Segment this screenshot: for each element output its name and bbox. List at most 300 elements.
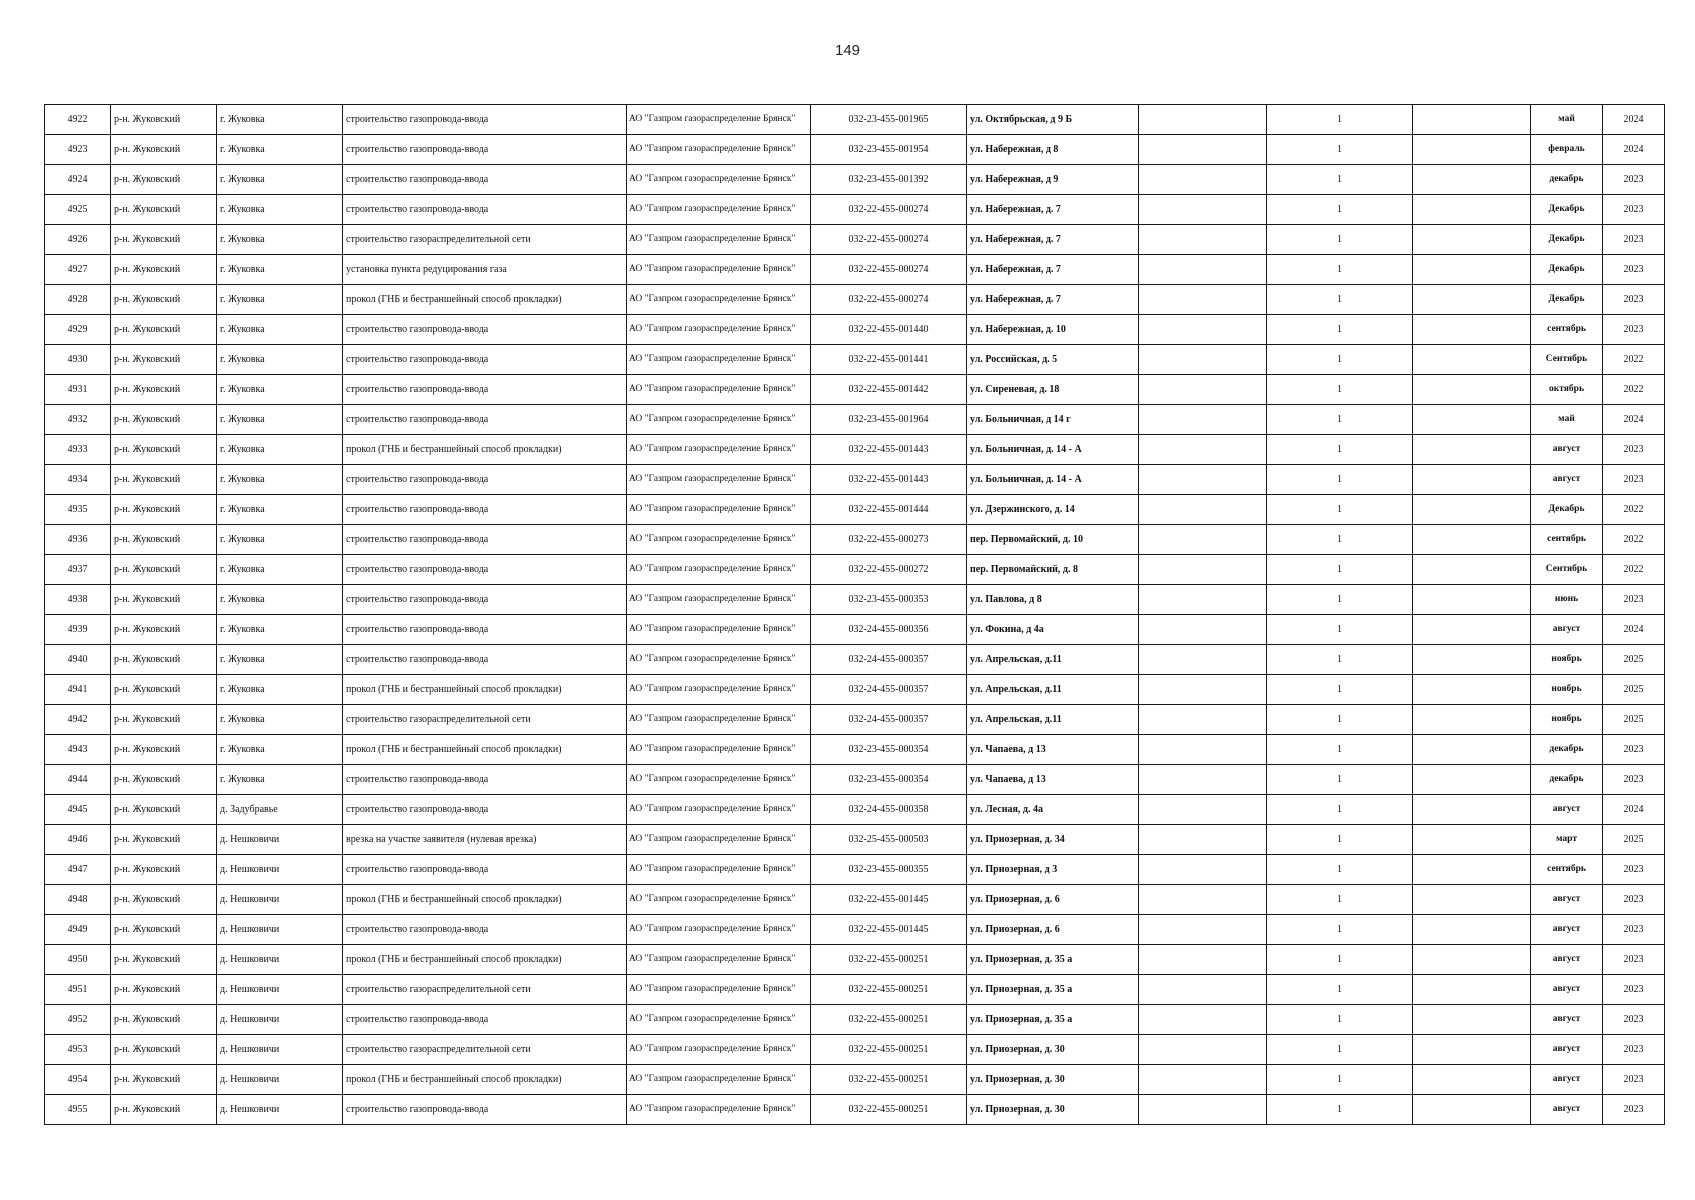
district-cell: р-н. Жуковский: [111, 1065, 217, 1095]
quantity-cell: 1: [1267, 705, 1413, 735]
district-cell: р-н. Жуковский: [111, 705, 217, 735]
row-number-cell: 4925: [45, 195, 111, 225]
empty-cell-cell: [1139, 555, 1267, 585]
month-cell: август: [1531, 615, 1603, 645]
address-cell: ул. Больничная, д 14 г: [967, 405, 1139, 435]
address-cell: ул. Приозерная, д. 30: [967, 1095, 1139, 1125]
locality-cell: г. Жуковка: [217, 135, 343, 165]
year-cell: 2023: [1603, 285, 1665, 315]
year-cell: 2023: [1603, 315, 1665, 345]
work-type-cell: строительство газопровода-ввода: [343, 1005, 627, 1035]
address-cell: ул. Набережная, д 9: [967, 165, 1139, 195]
year-cell: 2023: [1603, 915, 1665, 945]
row-number-cell: 4936: [45, 525, 111, 555]
month-cell: сентябрь: [1531, 855, 1603, 885]
district-cell: р-н. Жуковский: [111, 225, 217, 255]
empty-cell-cell: [1413, 1005, 1531, 1035]
locality-cell: д. Нешковичи: [217, 825, 343, 855]
table-row: [45, 525, 1665, 555]
month-cell: август: [1531, 1035, 1603, 1065]
quantity-cell: 1: [1267, 135, 1413, 165]
organization-cell: АО "Газпром газораспределение Брянск": [627, 885, 811, 915]
registration-number-cell: 032-22-455-000251: [811, 1095, 967, 1125]
row-number-cell: 4935: [45, 495, 111, 525]
row-number-cell: 4942: [45, 705, 111, 735]
quantity-cell: 1: [1267, 1095, 1413, 1125]
work-type-cell: прокол (ГНБ и бестраншейный способ прокладки): [343, 285, 627, 315]
locality-cell: г. Жуковка: [217, 495, 343, 525]
row-number-cell: 4939: [45, 615, 111, 645]
address-cell: ул. Приозерная, д. 35 а: [967, 1005, 1139, 1035]
locality-cell: д. Нешковичи: [217, 945, 343, 975]
district-cell: р-н. Жуковский: [111, 855, 217, 885]
row-number-cell: 4929: [45, 315, 111, 345]
locality-cell: г. Жуковка: [217, 405, 343, 435]
address-cell: ул. Лесная, д. 4а: [967, 795, 1139, 825]
empty-cell-cell: [1413, 135, 1531, 165]
quantity-cell: 1: [1267, 645, 1413, 675]
quantity-cell: 1: [1267, 465, 1413, 495]
year-cell: 2022: [1603, 375, 1665, 405]
organization-cell: АО "Газпром газораспределение Брянск": [627, 495, 811, 525]
registration-number-cell: 032-22-455-000272: [811, 555, 967, 585]
organization-cell: АО "Газпром газораспределение Брянск": [627, 855, 811, 885]
registration-number-cell: 032-22-455-000251: [811, 945, 967, 975]
district-cell: р-н. Жуковский: [111, 555, 217, 585]
registration-number-cell: 032-22-455-000251: [811, 1035, 967, 1065]
month-cell: декабрь: [1531, 765, 1603, 795]
empty-cell-cell: [1413, 465, 1531, 495]
row-number-cell: 4932: [45, 405, 111, 435]
month-cell: август: [1531, 1095, 1603, 1125]
work-type-cell: строительство газопровода-ввода: [343, 525, 627, 555]
empty-cell-cell: [1413, 405, 1531, 435]
district-cell: р-н. Жуковский: [111, 135, 217, 165]
row-number-cell: 4944: [45, 765, 111, 795]
table-row: [45, 885, 1665, 915]
empty-cell-cell: [1413, 705, 1531, 735]
work-type-cell: строительство газопровода-ввода: [343, 645, 627, 675]
empty-cell-cell: [1413, 765, 1531, 795]
organization-cell: АО "Газпром газораспределение Брянск": [627, 285, 811, 315]
locality-cell: д. Нешковичи: [217, 855, 343, 885]
district-cell: р-н. Жуковский: [111, 675, 217, 705]
month-cell: август: [1531, 465, 1603, 495]
table-row: [45, 195, 1665, 225]
district-cell: р-н. Жуковский: [111, 165, 217, 195]
quantity-cell: 1: [1267, 885, 1413, 915]
month-cell: ноябрь: [1531, 645, 1603, 675]
empty-cell-cell: [1139, 315, 1267, 345]
registration-number-cell: 032-23-455-000354: [811, 765, 967, 795]
empty-cell-cell: [1139, 1035, 1267, 1065]
organization-cell: АО "Газпром газораспределение Брянск": [627, 405, 811, 435]
registration-number-cell: 032-22-455-001445: [811, 915, 967, 945]
district-cell: р-н. Жуковский: [111, 105, 217, 135]
year-cell: 2025: [1603, 825, 1665, 855]
quantity-cell: 1: [1267, 915, 1413, 945]
locality-cell: г. Жуковка: [217, 675, 343, 705]
empty-cell-cell: [1413, 105, 1531, 135]
row-number-cell: 4924: [45, 165, 111, 195]
district-cell: р-н. Жуковский: [111, 795, 217, 825]
quantity-cell: 1: [1267, 435, 1413, 465]
address-cell: ул. Октябрьская, д 9 Б: [967, 105, 1139, 135]
table-row: [45, 945, 1665, 975]
table-row: [45, 345, 1665, 375]
table-row: [45, 285, 1665, 315]
address-cell: ул. Приозерная, д 3: [967, 855, 1139, 885]
address-cell: ул. Набережная, д. 7: [967, 285, 1139, 315]
empty-cell-cell: [1413, 825, 1531, 855]
locality-cell: г. Жуковка: [217, 255, 343, 285]
registration-number-cell: 032-24-455-000358: [811, 795, 967, 825]
organization-cell: АО "Газпром газораспределение Брянск": [627, 375, 811, 405]
row-number-cell: 4941: [45, 675, 111, 705]
table-row: [45, 375, 1665, 405]
empty-cell-cell: [1139, 705, 1267, 735]
page-number: 149: [834, 42, 861, 59]
organization-cell: АО "Газпром газораспределение Брянск": [627, 165, 811, 195]
year-cell: 2023: [1603, 585, 1665, 615]
district-cell: р-н. Жуковский: [111, 495, 217, 525]
district-cell: р-н. Жуковский: [111, 645, 217, 675]
row-number-cell: 4950: [45, 945, 111, 975]
month-cell: декабрь: [1531, 735, 1603, 765]
quantity-cell: 1: [1267, 795, 1413, 825]
district-cell: р-н. Жуковский: [111, 825, 217, 855]
table-row: [45, 315, 1665, 345]
registration-number-cell: 032-23-455-001392: [811, 165, 967, 195]
empty-cell-cell: [1139, 945, 1267, 975]
organization-cell: АО "Газпром газораспределение Брянск": [627, 225, 811, 255]
row-number-cell: 4931: [45, 375, 111, 405]
empty-cell-cell: [1139, 615, 1267, 645]
work-type-cell: строительство газопровода-ввода: [343, 195, 627, 225]
district-cell: р-н. Жуковский: [111, 615, 217, 645]
year-cell: 2022: [1603, 495, 1665, 525]
empty-cell-cell: [1413, 1035, 1531, 1065]
quantity-cell: 1: [1267, 165, 1413, 195]
empty-cell-cell: [1413, 495, 1531, 525]
year-cell: 2025: [1603, 705, 1665, 735]
organization-cell: АО "Газпром газораспределение Брянск": [627, 1065, 811, 1095]
quantity-cell: 1: [1267, 615, 1413, 645]
registration-number-cell: 032-24-455-000357: [811, 705, 967, 735]
row-number-cell: 4926: [45, 225, 111, 255]
locality-cell: г. Жуковка: [217, 585, 343, 615]
address-cell: ул. Приозерная, д. 35 а: [967, 975, 1139, 1005]
work-type-cell: прокол (ГНБ и бестраншейный способ прокладки): [343, 945, 627, 975]
year-cell: 2024: [1603, 615, 1665, 645]
work-type-cell: строительство газораспределительной сети: [343, 705, 627, 735]
table-row: [45, 765, 1665, 795]
locality-cell: г. Жуковка: [217, 375, 343, 405]
table-row: [45, 585, 1665, 615]
locality-cell: г. Жуковка: [217, 195, 343, 225]
registration-number-cell: 032-22-455-000251: [811, 975, 967, 1005]
month-cell: Декабрь: [1531, 195, 1603, 225]
organization-cell: АО "Газпром газораспределение Брянск": [627, 135, 811, 165]
empty-cell-cell: [1139, 465, 1267, 495]
registration-number-cell: 032-23-455-000353: [811, 585, 967, 615]
address-cell: ул. Апрельская, д.11: [967, 675, 1139, 705]
empty-cell-cell: [1139, 1005, 1267, 1035]
empty-cell-cell: [1139, 1095, 1267, 1125]
quantity-cell: 1: [1267, 675, 1413, 705]
locality-cell: д. Нешковичи: [217, 1095, 343, 1125]
empty-cell-cell: [1139, 795, 1267, 825]
work-type-cell: строительство газопровода-ввода: [343, 345, 627, 375]
work-type-cell: прокол (ГНБ и бестраншейный способ прокладки): [343, 1065, 627, 1095]
table-row: [45, 855, 1665, 885]
empty-cell-cell: [1139, 135, 1267, 165]
year-cell: 2023: [1603, 195, 1665, 225]
empty-cell-cell: [1413, 945, 1531, 975]
organization-cell: АО "Газпром газораспределение Брянск": [627, 915, 811, 945]
work-type-cell: прокол (ГНБ и бестраншейный способ прокладки): [343, 435, 627, 465]
work-type-cell: строительство газораспределительной сети: [343, 225, 627, 255]
empty-cell-cell: [1413, 285, 1531, 315]
district-cell: р-н. Жуковский: [111, 465, 217, 495]
row-number-cell: 4934: [45, 465, 111, 495]
registration-number-cell: 032-23-455-000355: [811, 855, 967, 885]
work-type-cell: строительство газопровода-ввода: [343, 765, 627, 795]
district-cell: р-н. Жуковский: [111, 945, 217, 975]
organization-cell: АО "Газпром газораспределение Брянск": [627, 645, 811, 675]
row-number-cell: 4930: [45, 345, 111, 375]
organization-cell: АО "Газпром газораспределение Брянск": [627, 1095, 811, 1125]
district-cell: р-н. Жуковский: [111, 885, 217, 915]
locality-cell: г. Жуковка: [217, 165, 343, 195]
row-number-cell: 4933: [45, 435, 111, 465]
month-cell: Сентябрь: [1531, 345, 1603, 375]
year-cell: 2023: [1603, 435, 1665, 465]
address-cell: ул. Приозерная, д. 6: [967, 915, 1139, 945]
registration-number-cell: 032-22-455-000251: [811, 1065, 967, 1095]
month-cell: июнь: [1531, 585, 1603, 615]
row-number-cell: 4922: [45, 105, 111, 135]
table-row: [45, 675, 1665, 705]
year-cell: 2024: [1603, 135, 1665, 165]
organization-cell: АО "Газпром газораспределение Брянск": [627, 735, 811, 765]
organization-cell: АО "Газпром газораспределение Брянск": [627, 1005, 811, 1035]
quantity-cell: 1: [1267, 945, 1413, 975]
organization-cell: АО "Газпром газораспределение Брянск": [627, 945, 811, 975]
year-cell: 2023: [1603, 1035, 1665, 1065]
month-cell: май: [1531, 105, 1603, 135]
empty-cell-cell: [1139, 735, 1267, 765]
quantity-cell: 1: [1267, 1065, 1413, 1095]
empty-cell-cell: [1413, 915, 1531, 945]
address-cell: ул. Сиреневая, д. 18: [967, 375, 1139, 405]
registration-number-cell: 032-22-455-001444: [811, 495, 967, 525]
work-type-cell: строительство газопровода-ввода: [343, 1095, 627, 1125]
table-row: [45, 465, 1665, 495]
quantity-cell: 1: [1267, 975, 1413, 1005]
locality-cell: г. Жуковка: [217, 525, 343, 555]
empty-cell-cell: [1413, 735, 1531, 765]
month-cell: Декабрь: [1531, 225, 1603, 255]
district-cell: р-н. Жуковский: [111, 765, 217, 795]
month-cell: Декабрь: [1531, 255, 1603, 285]
empty-cell-cell: [1139, 915, 1267, 945]
table-row: [45, 975, 1665, 1005]
registration-number-cell: 032-22-455-001443: [811, 465, 967, 495]
empty-cell-cell: [1139, 1065, 1267, 1095]
district-cell: р-н. Жуковский: [111, 375, 217, 405]
district-cell: р-н. Жуковский: [111, 315, 217, 345]
quantity-cell: 1: [1267, 585, 1413, 615]
organization-cell: АО "Газпром газораспределение Брянск": [627, 705, 811, 735]
district-cell: р-н. Жуковский: [111, 255, 217, 285]
table-row: [45, 1005, 1665, 1035]
month-cell: август: [1531, 975, 1603, 1005]
table-row: [45, 435, 1665, 465]
work-type-cell: строительство газораспределительной сети: [343, 1035, 627, 1065]
registration-number-cell: 032-22-455-000273: [811, 525, 967, 555]
district-cell: р-н. Жуковский: [111, 735, 217, 765]
row-number-cell: 4938: [45, 585, 111, 615]
month-cell: Декабрь: [1531, 285, 1603, 315]
registration-number-cell: 032-22-455-000274: [811, 285, 967, 315]
registration-number-cell: 032-22-455-000274: [811, 225, 967, 255]
row-number-cell: 4946: [45, 825, 111, 855]
year-cell: 2023: [1603, 945, 1665, 975]
organization-cell: АО "Газпром газораспределение Брянск": [627, 675, 811, 705]
district-cell: р-н. Жуковский: [111, 585, 217, 615]
address-cell: ул. Набережная, д. 10: [967, 315, 1139, 345]
work-type-cell: строительство газопровода-ввода: [343, 495, 627, 525]
year-cell: 2023: [1603, 885, 1665, 915]
empty-cell-cell: [1413, 255, 1531, 285]
work-type-cell: строительство газопровода-ввода: [343, 555, 627, 585]
locality-cell: г. Жуковка: [217, 285, 343, 315]
empty-cell-cell: [1413, 585, 1531, 615]
work-type-cell: строительство газопровода-ввода: [343, 585, 627, 615]
registration-number-cell: 032-23-455-000354: [811, 735, 967, 765]
year-cell: 2023: [1603, 855, 1665, 885]
address-cell: ул. Набережная, д. 7: [967, 255, 1139, 285]
registration-number-cell: 032-24-455-000356: [811, 615, 967, 645]
address-cell: ул. Апрельская, д.11: [967, 705, 1139, 735]
month-cell: август: [1531, 1005, 1603, 1035]
month-cell: декабрь: [1531, 165, 1603, 195]
month-cell: август: [1531, 885, 1603, 915]
row-number-cell: 4927: [45, 255, 111, 285]
empty-cell-cell: [1139, 525, 1267, 555]
address-cell: ул. Больничная, д. 14 - А: [967, 465, 1139, 495]
row-number-cell: 4948: [45, 885, 111, 915]
empty-cell-cell: [1413, 555, 1531, 585]
organization-cell: АО "Газпром газораспределение Брянск": [627, 195, 811, 225]
registration-number-cell: 032-22-455-001443: [811, 435, 967, 465]
district-cell: р-н. Жуковский: [111, 1095, 217, 1125]
locality-cell: г. Жуковка: [217, 435, 343, 465]
empty-cell-cell: [1413, 1095, 1531, 1125]
table-row: [45, 735, 1665, 765]
address-cell: ул. Дзержинского, д. 14: [967, 495, 1139, 525]
year-cell: 2024: [1603, 405, 1665, 435]
organization-cell: АО "Газпром газораспределение Брянск": [627, 765, 811, 795]
locality-cell: д. Нешковичи: [217, 885, 343, 915]
locality-cell: д. Нешковичи: [217, 975, 343, 1005]
table-row: [45, 135, 1665, 165]
district-cell: р-н. Жуковский: [111, 525, 217, 555]
year-cell: 2025: [1603, 675, 1665, 705]
work-type-cell: строительство газопровода-ввода: [343, 165, 627, 195]
month-cell: ноябрь: [1531, 675, 1603, 705]
locality-cell: г. Жуковка: [217, 345, 343, 375]
year-cell: 2023: [1603, 765, 1665, 795]
year-cell: 2024: [1603, 795, 1665, 825]
locality-cell: г. Жуковка: [217, 765, 343, 795]
table-row: [45, 645, 1665, 675]
registration-number-cell: 032-24-455-000357: [811, 645, 967, 675]
empty-cell-cell: [1139, 585, 1267, 615]
organization-cell: АО "Газпром газораспределение Брянск": [627, 345, 811, 375]
empty-cell-cell: [1139, 885, 1267, 915]
table-row: [45, 165, 1665, 195]
work-type-cell: прокол (ГНБ и бестраншейный способ прокладки): [343, 675, 627, 705]
row-number-cell: 4952: [45, 1005, 111, 1035]
work-type-cell: строительство газопровода-ввода: [343, 405, 627, 435]
empty-cell-cell: [1139, 225, 1267, 255]
locality-cell: г. Жуковка: [217, 615, 343, 645]
registration-number-cell: 032-22-455-001442: [811, 375, 967, 405]
empty-cell-cell: [1413, 675, 1531, 705]
empty-cell-cell: [1139, 195, 1267, 225]
row-number-cell: 4945: [45, 795, 111, 825]
empty-cell-cell: [1139, 975, 1267, 1005]
quantity-cell: 1: [1267, 825, 1413, 855]
locality-cell: г. Жуковка: [217, 705, 343, 735]
address-cell: ул. Набережная, д. 7: [967, 225, 1139, 255]
empty-cell-cell: [1413, 525, 1531, 555]
empty-cell-cell: [1139, 825, 1267, 855]
row-number-cell: 4955: [45, 1095, 111, 1125]
organization-cell: АО "Газпром газораспределение Брянск": [627, 105, 811, 135]
locality-cell: г. Жуковка: [217, 315, 343, 345]
table-body: [45, 105, 1665, 1125]
address-cell: ул. Чапаева, д 13: [967, 735, 1139, 765]
empty-cell-cell: [1413, 345, 1531, 375]
month-cell: август: [1531, 945, 1603, 975]
work-type-cell: строительство газопровода-ввода: [343, 465, 627, 495]
empty-cell-cell: [1139, 855, 1267, 885]
table-row: [45, 795, 1665, 825]
month-cell: август: [1531, 1065, 1603, 1095]
table-row: [45, 705, 1665, 735]
district-cell: р-н. Жуковский: [111, 285, 217, 315]
month-cell: август: [1531, 795, 1603, 825]
table-row: [45, 405, 1665, 435]
empty-cell-cell: [1413, 795, 1531, 825]
register-table: [44, 104, 1665, 1125]
registration-number-cell: 032-22-455-000274: [811, 195, 967, 225]
locality-cell: д. Задубравье: [217, 795, 343, 825]
locality-cell: д. Нешковичи: [217, 915, 343, 945]
locality-cell: г. Жуковка: [217, 465, 343, 495]
row-number-cell: 4943: [45, 735, 111, 765]
row-number-cell: 4954: [45, 1065, 111, 1095]
month-cell: октябрь: [1531, 375, 1603, 405]
year-cell: 2023: [1603, 1005, 1665, 1035]
year-cell: 2022: [1603, 525, 1665, 555]
table-row: [45, 495, 1665, 525]
registration-number-cell: 032-24-455-000357: [811, 675, 967, 705]
quantity-cell: 1: [1267, 225, 1413, 255]
